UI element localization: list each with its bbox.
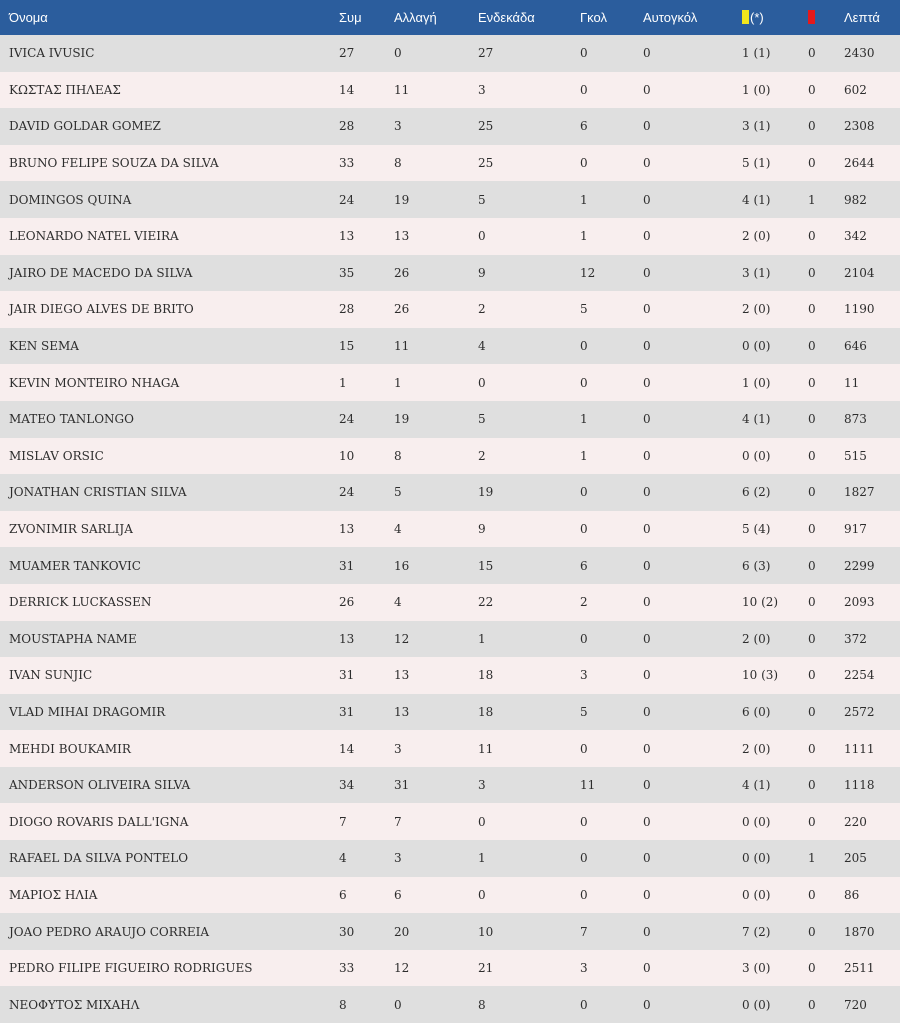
column-header-appearances[interactable]: Συμ: [339, 10, 362, 25]
minutes-cell: 982: [844, 192, 867, 207]
own-goals-cell: 0: [643, 229, 651, 244]
player-name[interactable]: ΝΕΟΦΥΤΟΣ ΜΙΧΑΗΛ: [9, 997, 140, 1012]
red-cards-cell: 0: [808, 631, 816, 646]
substitutions-cell: 11: [394, 339, 410, 354]
player-name[interactable]: MATEO TANLONGO: [9, 412, 134, 427]
appearances-cell: 6: [339, 887, 347, 902]
appearances-cell: 13: [339, 522, 355, 537]
starts-cell: 3: [478, 778, 486, 793]
player-name[interactable]: DAVID GOLDAR GOMEZ: [9, 119, 161, 134]
minutes-cell: 2430: [844, 46, 875, 61]
yellow-cards-cell: 3 (1): [742, 265, 771, 280]
own-goals-cell: 0: [643, 851, 651, 866]
yellow-cards-cell: 0 (0): [742, 339, 771, 354]
table-row[interactable]: [0, 401, 900, 438]
yellow-cards-cell: 5 (1): [742, 156, 771, 171]
substitutions-cell: 26: [394, 302, 410, 317]
minutes-cell: 917: [844, 522, 867, 537]
minutes-cell: 1190: [844, 302, 875, 317]
column-header-starts[interactable]: Ενδεκάδα: [478, 10, 535, 25]
substitutions-cell: 5: [394, 485, 402, 500]
substitutions-cell: 26: [394, 265, 410, 280]
table-row[interactable]: [0, 547, 900, 584]
appearances-cell: 33: [339, 961, 355, 976]
starts-cell: 8: [478, 997, 486, 1012]
player-name[interactable]: JAIRO DE MACEDO DA SILVA: [9, 265, 193, 280]
red-cards-cell: 0: [808, 814, 816, 829]
appearances-cell: 27: [339, 46, 355, 61]
yellow-cards-cell: 2 (0): [742, 302, 771, 317]
yellow-cards-cell: 0 (0): [742, 887, 771, 902]
starts-cell: 25: [478, 119, 494, 134]
yellow-cards-cell: 0 (0): [742, 448, 771, 463]
starts-cell: 0: [478, 375, 486, 390]
starts-cell: 0: [478, 887, 486, 902]
player-name[interactable]: PEDRO FILIPE FIGUEIRO RODRIGUES: [9, 961, 253, 976]
table-header-row: [0, 0, 900, 35]
appearances-cell: 26: [339, 595, 355, 610]
table-row[interactable]: [0, 803, 900, 840]
own-goals-cell: 0: [643, 558, 651, 573]
substitutions-cell: 11: [394, 82, 410, 97]
appearances-cell: 4: [339, 851, 347, 866]
starts-cell: 18: [478, 704, 494, 719]
red-cards-cell: 0: [808, 119, 816, 134]
substitutions-cell: 19: [394, 412, 410, 427]
red-cards-cell: 0: [808, 924, 816, 939]
player-name[interactable]: ANDERSON OLIVEIRA SILVA: [9, 778, 191, 793]
substitutions-cell: 13: [394, 668, 410, 683]
table-row[interactable]: [0, 621, 900, 658]
own-goals-cell: 0: [643, 119, 651, 134]
yellow-cards-cell: 3 (0): [742, 961, 771, 976]
table-row[interactable]: [0, 840, 900, 877]
own-goals-cell: 0: [643, 412, 651, 427]
yellow-cards-cell: 2 (0): [742, 631, 771, 646]
red-cards-cell: 0: [808, 412, 816, 427]
appearances-cell: 14: [339, 82, 355, 97]
goals-cell: 0: [580, 631, 588, 646]
starts-cell: 5: [478, 192, 486, 207]
table-row[interactable]: [0, 913, 900, 950]
yellow-cards-cell: 6 (3): [742, 558, 771, 573]
appearances-cell: 28: [339, 302, 355, 317]
substitutions-cell: 6: [394, 887, 402, 902]
own-goals-cell: 0: [643, 156, 651, 171]
red-cards-cell: 0: [808, 778, 816, 793]
red-cards-cell: 1: [808, 192, 816, 207]
player-name[interactable]: RAFAEL DA SILVA PONTELO: [9, 851, 189, 866]
goals-cell: 0: [580, 339, 588, 354]
player-name[interactable]: ΜΑΡΙΟΣ ΗΛΙΑ: [9, 887, 98, 902]
minutes-cell: 873: [844, 412, 867, 427]
own-goals-cell: 0: [643, 631, 651, 646]
minutes-cell: 86: [844, 887, 860, 902]
player-name[interactable]: MEHDI BOUKAMIR: [9, 741, 131, 756]
substitutions-cell: 31: [394, 778, 410, 793]
red-cards-cell: 0: [808, 704, 816, 719]
red-cards-cell: 0: [808, 265, 816, 280]
table-row[interactable]: [0, 108, 900, 145]
red-cards-cell: 0: [808, 82, 816, 97]
player-name[interactable]: MOUSTAPHA NAME: [9, 631, 137, 646]
column-header-yellow-cards[interactable]: [742, 0, 808, 35]
appearances-cell: 35: [339, 265, 355, 280]
own-goals-cell: 0: [643, 82, 651, 97]
table-row[interactable]: [0, 35, 900, 72]
minutes-cell: 2299: [844, 558, 875, 573]
player-name[interactable]: LEONARDO NATEL VIEIRA: [9, 229, 179, 244]
table-row[interactable]: [0, 950, 900, 987]
goals-cell: 12: [580, 265, 596, 280]
player-name[interactable]: JAIR DIEGO ALVES DE BRITO: [9, 302, 194, 317]
player-name[interactable]: ΚΩΣΤΑΣ ΠΗΛΕΑΣ: [9, 82, 121, 97]
own-goals-cell: 0: [643, 522, 651, 537]
starts-cell: 25: [478, 156, 494, 171]
goals-cell: 3: [580, 668, 588, 683]
substitutions-cell: 20: [394, 924, 410, 939]
own-goals-cell: 0: [643, 668, 651, 683]
minutes-cell: 646: [844, 339, 867, 354]
yellow-cards-cell: 4 (1): [742, 778, 771, 793]
appearances-cell: 13: [339, 229, 355, 244]
red-cards-cell: 0: [808, 485, 816, 500]
goals-cell: 5: [580, 704, 588, 719]
player-name[interactable]: IVAN SUNJIC: [9, 668, 93, 683]
substitutions-cell: 19: [394, 192, 410, 207]
minutes-cell: 1870: [844, 924, 875, 939]
table-body: [0, 35, 900, 1023]
table-row[interactable]: [0, 145, 900, 182]
minutes-cell: 205: [844, 851, 867, 866]
goals-cell: 0: [580, 814, 588, 829]
yellow-cards-cell: 0 (0): [742, 814, 771, 829]
red-cards-cell: 0: [808, 595, 816, 610]
column-header-minutes[interactable]: Λεπτά: [844, 10, 880, 25]
yellow-cards-cell: 0 (0): [742, 851, 771, 866]
yellow-cards-cell: 5 (4): [742, 522, 771, 537]
player-name[interactable]: JONATHAN CRISTIAN SILVA: [9, 485, 187, 500]
own-goals-cell: 0: [643, 887, 651, 902]
yellow-cards-cell: 6 (0): [742, 704, 771, 719]
yellow-cards-cell: 0 (0): [742, 997, 771, 1012]
own-goals-cell: 0: [643, 302, 651, 317]
appearances-cell: 24: [339, 485, 355, 500]
starts-cell: 11: [478, 741, 494, 756]
goals-cell: 0: [580, 887, 588, 902]
yellow-cards-cell: 10 (3): [742, 668, 779, 683]
appearances-cell: 13: [339, 631, 355, 646]
red-cards-cell: 0: [808, 302, 816, 317]
starts-cell: 1: [478, 631, 486, 646]
minutes-cell: 2254: [844, 668, 875, 683]
table-row[interactable]: [0, 291, 900, 328]
red-cards-cell: 0: [808, 448, 816, 463]
appearances-cell: 34: [339, 778, 355, 793]
column-header-name[interactable]: Όνομα: [9, 10, 48, 25]
appearances-cell: 1: [339, 375, 347, 390]
goals-cell: 1: [580, 192, 588, 207]
goals-cell: 2: [580, 595, 588, 610]
player-name[interactable]: MISLAV ORSIC: [9, 448, 104, 463]
player-name[interactable]: KEN SEMA: [9, 339, 79, 354]
starts-cell: 2: [478, 448, 486, 463]
table-row[interactable]: [0, 584, 900, 621]
goals-cell: 7: [580, 924, 588, 939]
appearances-cell: 33: [339, 156, 355, 171]
table-row[interactable]: [0, 511, 900, 548]
appearances-cell: 7: [339, 814, 347, 829]
yellow-cards-cell: 2 (0): [742, 229, 771, 244]
table-row[interactable]: [0, 438, 900, 475]
own-goals-cell: 0: [643, 448, 651, 463]
starts-cell: 9: [478, 265, 486, 280]
minutes-cell: 2093: [844, 595, 875, 610]
table-row[interactable]: [0, 72, 900, 109]
column-header-substitutions[interactable]: Αλλαγή: [394, 10, 437, 25]
yellow-cards-cell: 3 (1): [742, 119, 771, 134]
starts-cell: 0: [478, 814, 486, 829]
appearances-cell: 14: [339, 741, 355, 756]
column-header-own-goals[interactable]: Αυτογκόλ: [643, 10, 698, 25]
own-goals-cell: 0: [643, 265, 651, 280]
goals-cell: 0: [580, 46, 588, 61]
goals-cell: 0: [580, 82, 588, 97]
red-cards-cell: 0: [808, 522, 816, 537]
player-name[interactable]: JOAO PEDRO ARAUJO CORREIA: [9, 924, 209, 939]
red-cards-cell: 0: [808, 668, 816, 683]
substitutions-cell: 3: [394, 851, 402, 866]
own-goals-cell: 0: [643, 778, 651, 793]
appearances-cell: 24: [339, 192, 355, 207]
starts-cell: 2: [478, 302, 486, 317]
yellow-cards-cell: 4 (1): [742, 412, 771, 427]
minutes-cell: 2511: [844, 961, 875, 976]
appearances-cell: 31: [339, 668, 355, 683]
red-cards-cell: 0: [808, 156, 816, 171]
minutes-cell: 2644: [844, 156, 875, 171]
substitutions-cell: 12: [394, 631, 410, 646]
own-goals-cell: 0: [643, 997, 651, 1012]
minutes-cell: 1118: [844, 778, 875, 793]
yellow-cards-cell: 1 (1): [742, 46, 771, 61]
minutes-cell: 2308: [844, 119, 875, 134]
starts-cell: 3: [478, 82, 486, 97]
minutes-cell: 515: [844, 448, 867, 463]
table-row[interactable]: [0, 877, 900, 914]
starts-cell: 4: [478, 339, 486, 354]
goals-cell: 0: [580, 741, 588, 756]
substitutions-cell: 8: [394, 156, 402, 171]
goals-cell: 1: [580, 412, 588, 427]
own-goals-cell: 0: [643, 741, 651, 756]
red-cards-cell: 0: [808, 339, 816, 354]
appearances-cell: 31: [339, 558, 355, 573]
red-cards-cell: 0: [808, 887, 816, 902]
red-cards-cell: 0: [808, 997, 816, 1012]
substitutions-cell: 12: [394, 961, 410, 976]
substitutions-cell: 4: [394, 595, 402, 610]
starts-cell: 15: [478, 558, 494, 573]
substitutions-cell: 1: [394, 375, 402, 390]
table-row[interactable]: [0, 255, 900, 292]
goals-cell: 5: [580, 302, 588, 317]
table-row[interactable]: [0, 730, 900, 767]
yellow-cards-cell: 10 (2): [742, 595, 779, 610]
red-card-icon: [808, 10, 815, 24]
own-goals-cell: 0: [643, 814, 651, 829]
yellow-cards-cell: 4 (1): [742, 192, 771, 207]
appearances-cell: 8: [339, 997, 347, 1012]
red-cards-cell: 0: [808, 46, 816, 61]
column-header-goals[interactable]: Γκολ: [580, 10, 607, 25]
starts-cell: 19: [478, 485, 494, 500]
substitutions-cell: 3: [394, 741, 402, 756]
goals-cell: 1: [580, 229, 588, 244]
starts-cell: 22: [478, 595, 494, 610]
substitutions-cell: 3: [394, 119, 402, 134]
substitutions-cell: 16: [394, 558, 410, 573]
table-row[interactable]: [0, 364, 900, 401]
yellow-card-suffix: (*): [750, 10, 764, 25]
starts-cell: 9: [478, 522, 486, 537]
starts-cell: 0: [478, 229, 486, 244]
minutes-cell: 372: [844, 631, 867, 646]
appearances-cell: 30: [339, 924, 355, 939]
goals-cell: 6: [580, 558, 588, 573]
minutes-cell: 342: [844, 229, 867, 244]
player-name[interactable]: KEVIN MONTEIRO NHAGA: [9, 375, 180, 390]
red-cards-cell: 0: [808, 375, 816, 390]
yellow-cards-cell: 1 (0): [742, 82, 771, 97]
red-cards-cell: 0: [808, 741, 816, 756]
player-name[interactable]: VLAD MIHAI DRAGOMIR: [9, 704, 166, 719]
goals-cell: 0: [580, 156, 588, 171]
appearances-cell: 28: [339, 119, 355, 134]
minutes-cell: 220: [844, 814, 867, 829]
own-goals-cell: 0: [643, 46, 651, 61]
minutes-cell: 11: [844, 375, 860, 390]
starts-cell: 18: [478, 668, 494, 683]
column-header-red-cards[interactable]: [808, 0, 844, 35]
goals-cell: 0: [580, 997, 588, 1012]
red-cards-cell: 0: [808, 229, 816, 244]
substitutions-cell: 4: [394, 522, 402, 537]
yellow-cards-cell: 2 (0): [742, 741, 771, 756]
goals-cell: 0: [580, 485, 588, 500]
starts-cell: 10: [478, 924, 494, 939]
yellow-cards-cell: 1 (0): [742, 375, 771, 390]
yellow-card-icon: [742, 10, 749, 24]
starts-cell: 5: [478, 412, 486, 427]
substitutions-cell: 0: [394, 997, 402, 1012]
red-cards-cell: 0: [808, 961, 816, 976]
goals-cell: 6: [580, 119, 588, 134]
yellow-cards-cell: 7 (2): [742, 924, 771, 939]
player-name[interactable]: DERRICK LUCKASSEN: [9, 595, 152, 610]
table-row[interactable]: [0, 986, 900, 1023]
starts-cell: 1: [478, 851, 486, 866]
starts-cell: 27: [478, 46, 494, 61]
player-name[interactable]: DIOGO ROVARIS DALL'IGNA: [9, 814, 189, 829]
goals-cell: 1: [580, 448, 588, 463]
player-name[interactable]: IVICA IVUSIC: [9, 46, 95, 61]
table-row[interactable]: [0, 328, 900, 365]
minutes-cell: 1827: [844, 485, 875, 500]
goals-cell: 0: [580, 851, 588, 866]
own-goals-cell: 0: [643, 485, 651, 500]
player-name[interactable]: BRUNO FELIPE SOUZA DA SILVA: [9, 156, 219, 171]
table-row[interactable]: [0, 218, 900, 255]
substitutions-cell: 0: [394, 46, 402, 61]
goals-cell: 11: [580, 778, 596, 793]
own-goals-cell: 0: [643, 192, 651, 207]
player-name[interactable]: ZVONIMIR SARLIJA: [9, 522, 133, 537]
minutes-cell: 602: [844, 82, 867, 97]
own-goals-cell: 0: [643, 961, 651, 976]
own-goals-cell: 0: [643, 375, 651, 390]
table-row[interactable]: [0, 474, 900, 511]
substitutions-cell: 13: [394, 704, 410, 719]
own-goals-cell: 0: [643, 339, 651, 354]
table-row[interactable]: [0, 694, 900, 731]
player-name[interactable]: DOMINGOS QUINA: [9, 192, 132, 207]
table-row[interactable]: [0, 767, 900, 804]
substitutions-cell: 7: [394, 814, 402, 829]
appearances-cell: 15: [339, 339, 355, 354]
table-row[interactable]: [0, 657, 900, 694]
appearances-cell: 24: [339, 412, 355, 427]
own-goals-cell: 0: [643, 595, 651, 610]
goals-cell: 3: [580, 961, 588, 976]
minutes-cell: 2572: [844, 704, 875, 719]
appearances-cell: 31: [339, 704, 355, 719]
starts-cell: 21: [478, 961, 494, 976]
minutes-cell: 720: [844, 997, 867, 1012]
appearances-cell: 10: [339, 448, 355, 463]
substitutions-cell: 13: [394, 229, 410, 244]
goals-cell: 0: [580, 375, 588, 390]
own-goals-cell: 0: [643, 924, 651, 939]
red-cards-cell: 0: [808, 558, 816, 573]
own-goals-cell: 0: [643, 704, 651, 719]
substitutions-cell: 8: [394, 448, 402, 463]
minutes-cell: 1111: [844, 741, 875, 756]
red-cards-cell: 1: [808, 851, 816, 866]
yellow-cards-cell: 6 (2): [742, 485, 771, 500]
table-row[interactable]: [0, 181, 900, 218]
player-name[interactable]: MUAMER TANKOVIC: [9, 558, 141, 573]
goals-cell: 0: [580, 522, 588, 537]
minutes-cell: 2104: [844, 265, 875, 280]
